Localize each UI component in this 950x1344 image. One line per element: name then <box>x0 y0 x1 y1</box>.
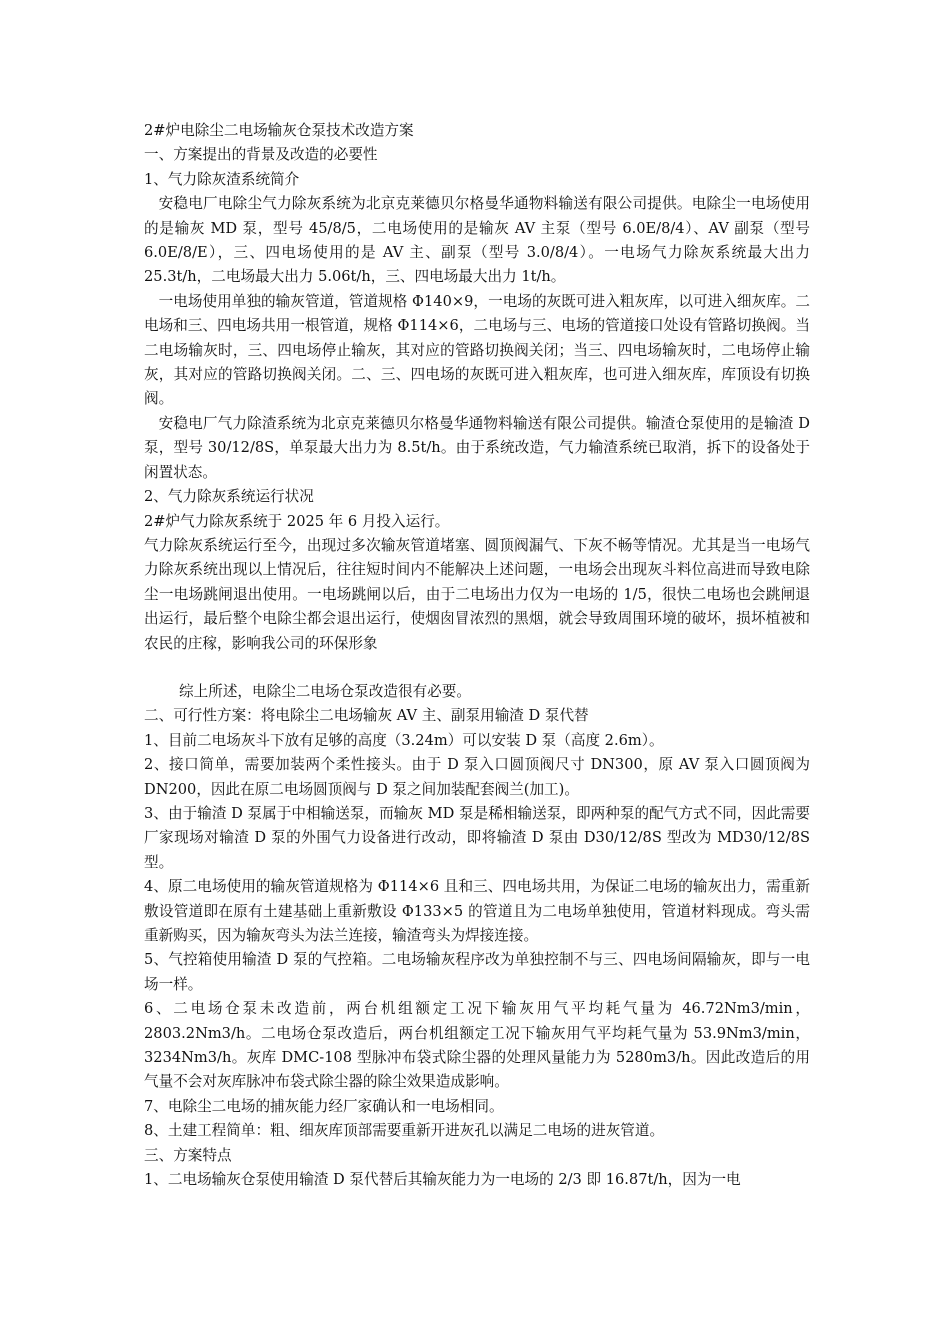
section-1-heading: 一、方案提出的背景及改造的必要性 <box>144 146 378 164</box>
section-2-item: 5、气控箱使用输渣 D 泵的气控箱。二电场输灰程序改为单独控制不与三、四电场间隔输灰，即与一电场一样。 <box>144 951 810 993</box>
section-2-item: 3、由于输渣 D 泵属于中相输送泵，而输灰 MD 泵是稀相输送泵，即两种泵的配气方式不同，因此需要厂家现场对输渣 D 泵的外围气力设备进行改动，即将输渣 D 泵由 D30/12/8S 型改为 MD30/12/8S 型。 <box>144 804 810 871</box>
section-1-2-heading: 2、气力除灰系统运行状况 <box>144 488 314 506</box>
section-2-item: 1、目前二电场灰斗下放有足够的高度（3.24m）可以安装 D 泵（高度 2.6m）。 <box>144 731 664 749</box>
section-1-1-paragraph-3: 安稳电厂气力除渣系统为北京克莱德贝尔格曼华通物料输送有限公司提供。输渣仓泵使用的是输渣 D 泵，型号 30/12/8S，单泵最大出力为 8.5t/h。由于系统改造，气力输渣系统已取消，拆下的设备处于闲置状态。 <box>144 414 810 481</box>
section-1-2-paragraph-1: 2#炉气力除灰系统于 2025 年 6 月投入运行。 <box>144 512 450 530</box>
section-3-item: 1、二电场输灰仓泵使用输渣 D 泵代替后其输灰能力为一电场的 2/3 即 16.87t/h，因为一电 <box>144 1171 741 1189</box>
section-2-item: 4、原二电场使用的输灰管道规格为 Φ114×6 且和三、四电场共用，为保证二电场的输灰出力，需重新敷设管道即在原有土建基础上重新敷设 Φ133×5 的管道且为二电场单独使用，管道材料现成。弯头需重新购买，因为输灰弯头为法兰连接，输渣弯头为焊接连接。 <box>144 878 810 944</box>
section-1-1-heading: 1、气力除灰渣系统简介 <box>144 170 300 188</box>
section-2-item: 6、二电场仓泵未改造前，两台机组额定工况下输灰用气平均耗气量为 46.72Nm3/min，2803.2Nm3/h。二电场仓泵改造后，两台机组额定工况下输灰用气平均耗气量为 53.9Nm3/min，3234Nm3/h。灰库 DMC-108 型脉冲布袋式除尘器的处理风量能力为 5280m3/h。因此改造后的用气量不会对灰库脉冲布袋式除尘器的除尘效果造成影响。 <box>144 1000 810 1091</box>
section-1-2-conclusion: 综上所述，电除尘二电场仓泵改造很有必要。 <box>179 682 471 700</box>
section-2-item: 7、电除尘二电场的捕灰能力经厂家确认和一电场相同。 <box>144 1097 504 1115</box>
section-1-1-paragraph-2: 一电场使用单独的输灰管道，管道规格 Φ140×9，一电场的灰既可进入粗灰库，以可进入细灰库。二电场和三、四电场共用一根管道，规格 Φ114×6，二电场与三、电场的管道接口处设有管路切换阀。当二电场输灰时，三、四电场停止输灰，其对应的管路切换阀关闭；当三、四电场输灰时，二电场停止输灰，其对应的管路切换阀关闭。二、三、四电场的灰既可进入粗灰库，也可进入细灰库，库顶设有切换阀。 <box>144 292 810 408</box>
section-1-1-paragraph-1: 安稳电厂电除尘气力除灰系统为北京克莱德贝尔格曼华通物料输送有限公司提供。电除尘一电场使用的是输灰 MD 泵，型号 45/8/5，二电场使用的是输灰 AV 主泵（型号 6.0E/8/4）、AV 副泵（型号 6.0E/8/E），三、四电场使用的是 AV 主、副泵（型号 3.0/8/4）。一电场气力除灰系统最大出力 25.3t/h，二电场最大出力 5.06t/h，三、四电场最大出力 1t/h。 <box>144 195 810 286</box>
blank-line <box>144 656 810 680</box>
section-3-heading: 三、方案特点 <box>144 1146 232 1164</box>
document-title: 2#炉电除尘二电场输灰仓泵技术改造方案 <box>144 122 414 139</box>
section-2-heading: 二、可行性方案：将电除尘二电场输灰 AV 主、副泵用输渣 D 泵代替 <box>144 707 589 725</box>
section-2-item: 8、土建工程简单：粗、细灰库顶部需要重新开进灰孔以满足二电场的进灰管道。 <box>144 1122 665 1140</box>
section-2-item: 2、接口简单，需要加装两个柔性接头。由于 D 泵入口圆顶阀尺寸 DN300，原 AV 泵入口圆顶阀为 DN200，因此在原二电场圆顶阀与 D 泵之间加装配套阀兰(加工)。 <box>144 756 810 798</box>
section-1-2-paragraph-2: 气力除灰系统运行至今，出现过多次输灰管道堵塞、圆顶阀漏气、下灰不畅等情况。尤其是当一电场气力除灰系统出现以上情况后，往往短时间内不能解决上述问题，一电场会出现灰斗料位高进而导致电除尘一电场跳闸退出使用。一电场跳闸以后，由于二电场出力仅为一电场的 1/5，很快二电场也会跳闸退出运行，最后整个电除尘都会退出运行，使烟囱冒浓烈的黑烟，就会导致周围环境的破坏，损坏植被和农民的庄稼，影响我公司的环保形象 <box>144 536 810 652</box>
document-page <box>144 119 810 1192</box>
